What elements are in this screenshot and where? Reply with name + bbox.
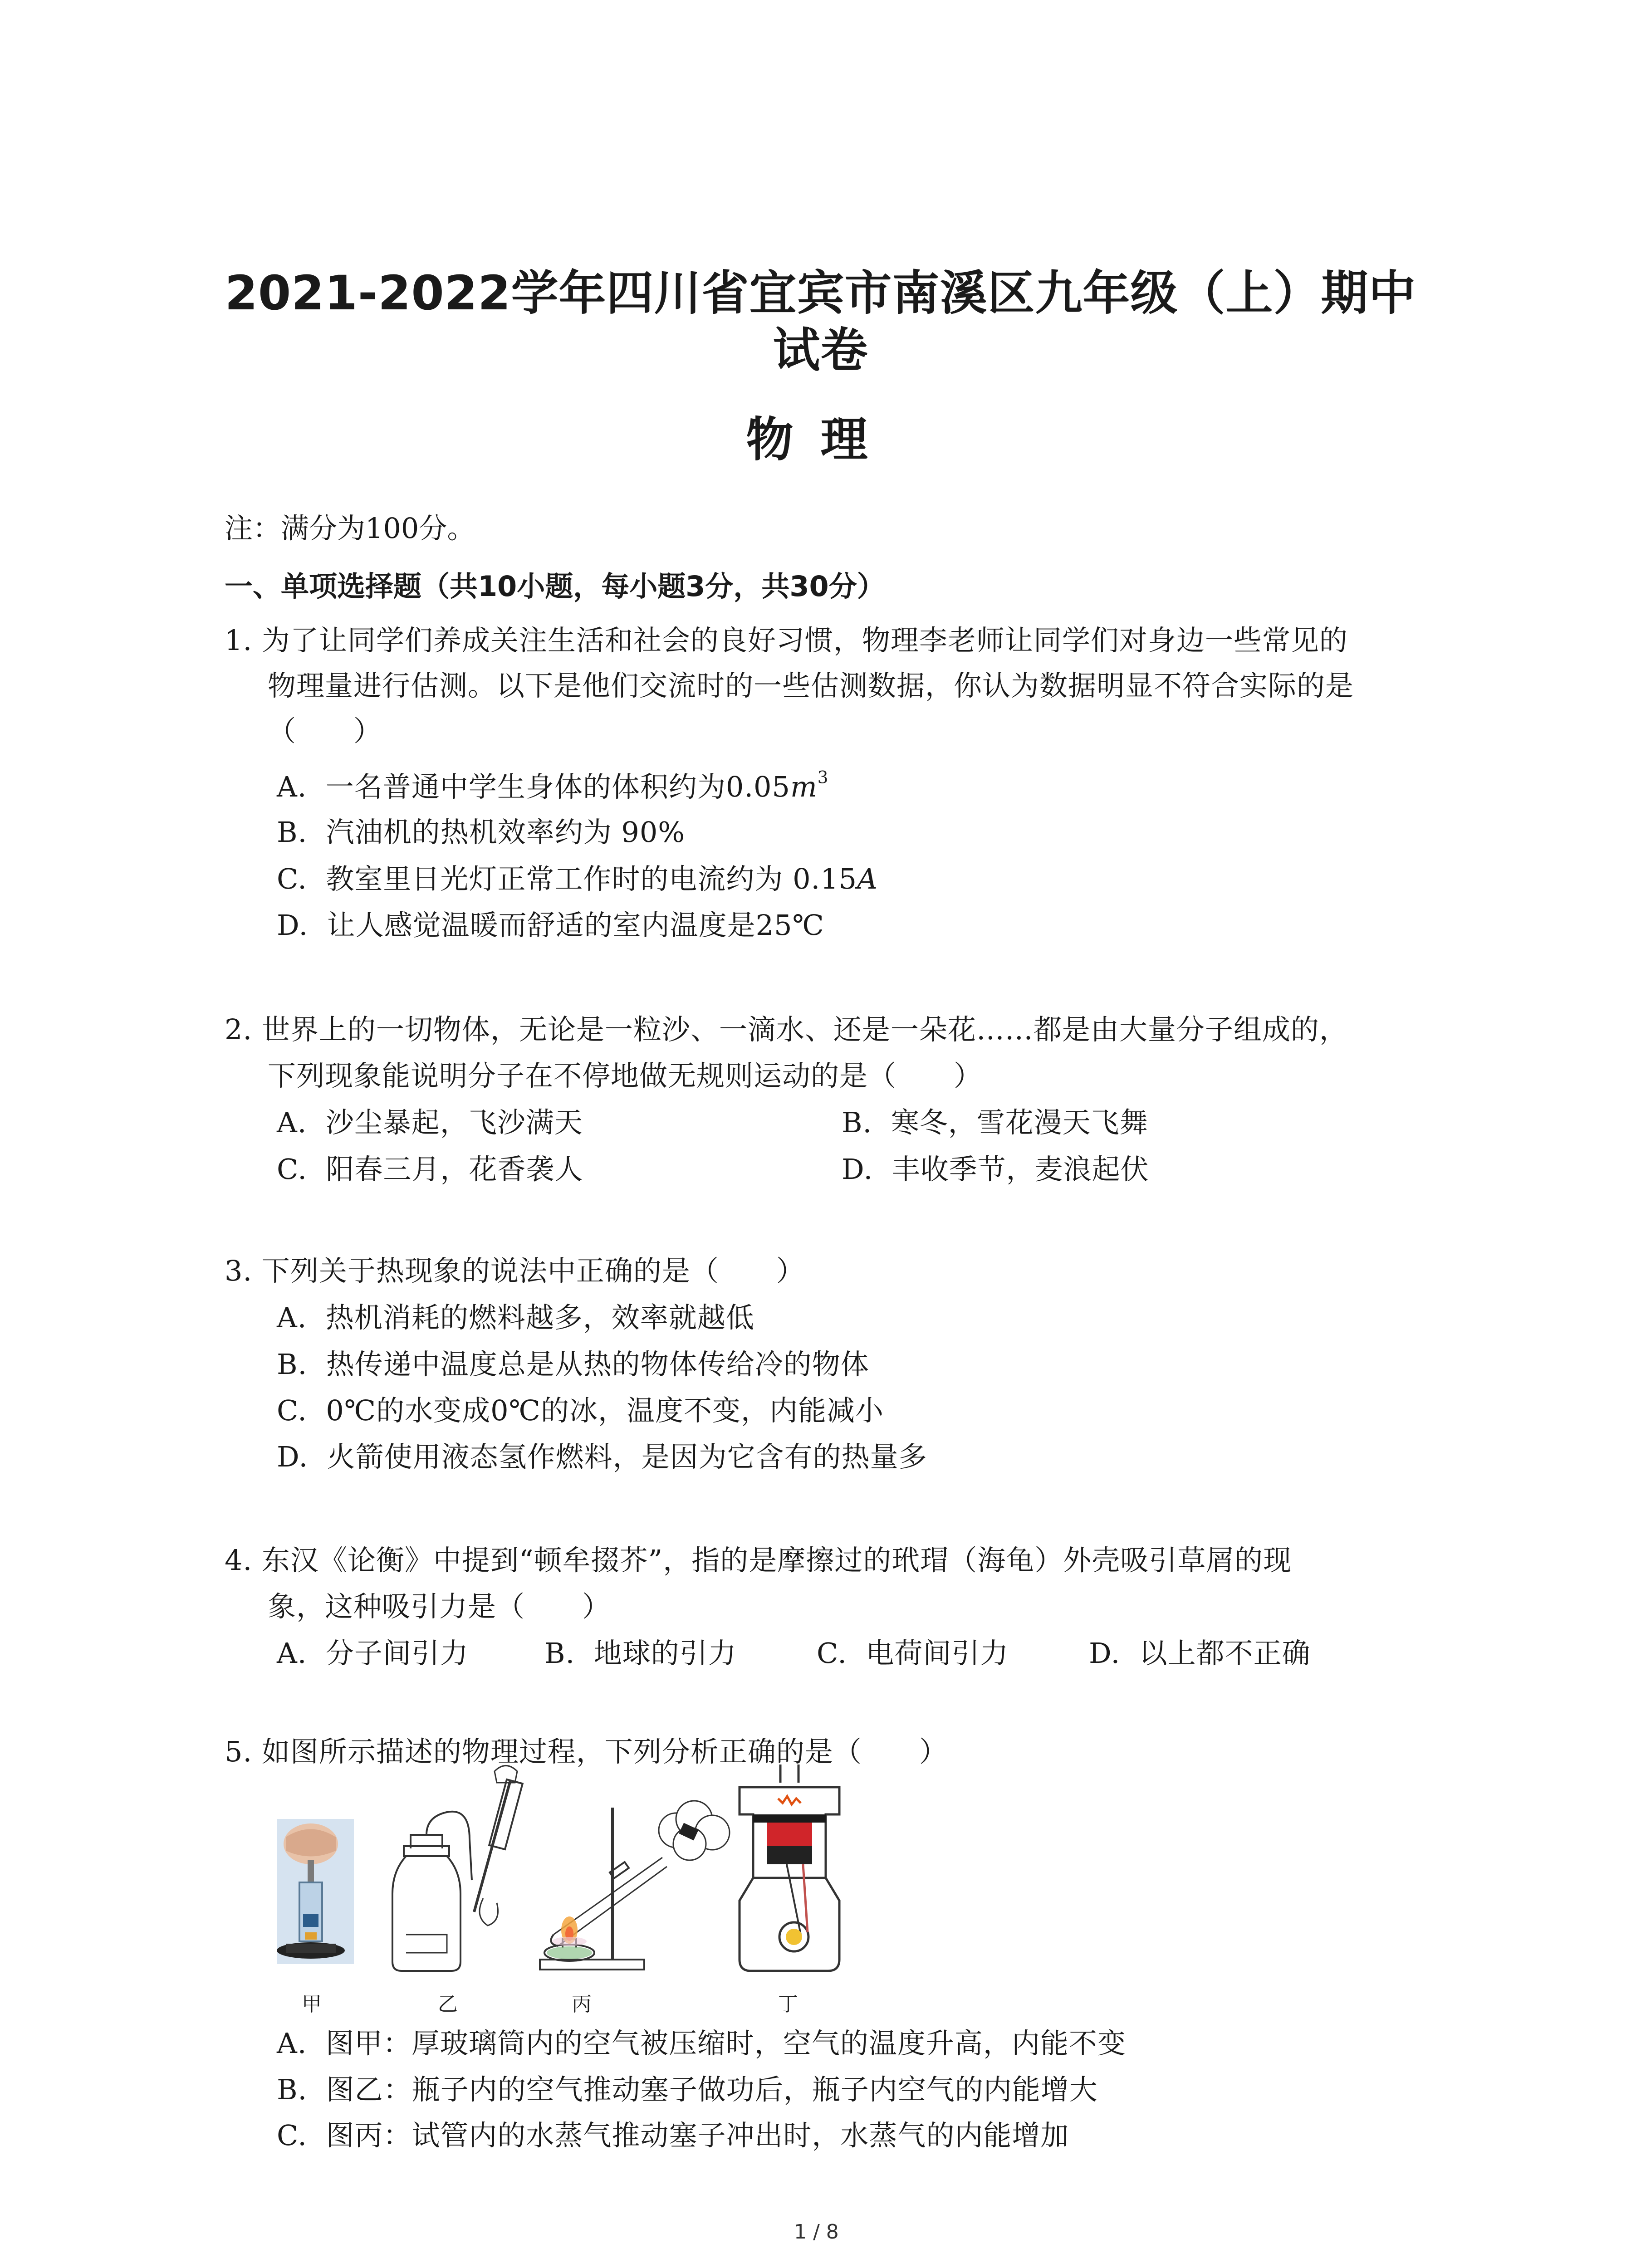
option-b[interactable] xyxy=(277,2067,1098,2107)
option-letter: B. xyxy=(277,816,308,849)
question-text-line: 3. 下列关于热现象的说法中正确的是（ ） xyxy=(225,1254,805,1287)
option-letter: D. xyxy=(1089,1637,1121,1670)
option-d[interactable] xyxy=(1089,1631,1311,1671)
question-text-line: 2. 世界上的一切物体，无论是一粒沙、一滴水、还是一朵花……都是由大量分子组成的， xyxy=(225,1013,1348,1046)
section-heading: 一、单项选择题（共10小题，每小题3分，共30分） xyxy=(225,570,885,603)
option-letter: D. xyxy=(277,909,309,942)
answer-bracket: （ ） xyxy=(268,714,382,748)
question-text-line: 1. 为了让同学们养成关注生活和社会的良好习惯，物理李老师让同学们对身边一些常见的 xyxy=(225,624,1348,657)
option-text: 阳春三月，花香袭人 xyxy=(326,1153,583,1186)
exam-title-line2: 试卷 xyxy=(773,323,868,378)
option-c[interactable] xyxy=(277,1388,884,1428)
unit-exponent: 3 xyxy=(817,767,829,787)
option-letter: C. xyxy=(277,2119,307,2152)
option-text: 汽油机的热机效率约为 90% xyxy=(326,816,686,849)
option-a[interactable] xyxy=(277,1631,469,1671)
unit-symbol: A xyxy=(857,862,878,895)
option-letter: B. xyxy=(277,2073,308,2106)
option-c[interactable] xyxy=(277,856,878,897)
option-letter: D. xyxy=(842,1153,873,1186)
option-letter: C. xyxy=(817,1637,847,1670)
option-text: 分子间引力 xyxy=(325,1637,469,1670)
figure-yi-bottle-pump xyxy=(379,1762,529,1975)
figure-label-ding: 丁 xyxy=(778,1993,798,2016)
option-letter: B. xyxy=(842,1106,872,1139)
subject-heading: 物理 xyxy=(746,412,895,467)
option-text: 图甲：厚玻璃筒内的空气被压缩时，空气的温度升高，内能不变 xyxy=(325,2027,1126,2060)
option-letter: C. xyxy=(277,1394,307,1427)
option-d[interactable] xyxy=(842,1147,1149,1187)
figure-label-jia: 甲 xyxy=(302,1993,322,2016)
option-letter: C. xyxy=(277,862,307,895)
exam-title-line1: 2021-2022学年四川省宜宾市南溪区九年级（上）期中 xyxy=(225,265,1416,321)
question-text-line: 5. 如图所示描述的物理过程，下列分析正确的是（ ） xyxy=(225,1735,948,1768)
option-letter: A. xyxy=(277,1301,307,1334)
option-text: 让人感觉温暖而舒适的室内温度是25℃ xyxy=(327,909,824,942)
figure-label-bing: 丙 xyxy=(572,1993,592,2016)
question-text-line: 下列现象能说明分子在不停地做无规则运动的是（ ） xyxy=(268,1059,983,1092)
option-text: 0℃的水变成0℃的冰，温度不变，内能减小 xyxy=(326,1394,884,1427)
figure-bing-test-tube-heating xyxy=(526,1799,735,1975)
option-a[interactable] xyxy=(277,1295,754,1335)
option-letter: A. xyxy=(277,1637,307,1670)
option-text: 教室里日光灯正常工作时的电流约为 0.15 xyxy=(326,862,857,895)
unit-symbol: m xyxy=(790,770,818,803)
option-b[interactable] xyxy=(544,1631,737,1671)
figure-ding-engine-cylinder xyxy=(735,1765,844,1973)
option-c[interactable] xyxy=(817,1631,1009,1671)
option-letter: B. xyxy=(544,1637,575,1670)
option-letter: D. xyxy=(277,1440,309,1473)
option-a[interactable] xyxy=(277,1100,583,1140)
option-text: 寒冬，雪花漫天飞舞 xyxy=(891,1106,1148,1139)
option-letter: C. xyxy=(277,1153,307,1186)
option-text: 热传递中温度总是从热的物体传给冷的物体 xyxy=(326,1348,869,1381)
option-text: 一名普通中学生身体的体积约为0.05 xyxy=(325,770,790,803)
option-b[interactable] xyxy=(277,810,685,850)
option-d[interactable] xyxy=(277,1434,927,1475)
figure-jia-compression-tube xyxy=(268,1819,363,1969)
option-letter: B. xyxy=(277,1348,308,1381)
question-text-line: 象，这种吸引力是（ ） xyxy=(268,1590,611,1623)
option-text: 沙尘暴起，飞沙满天 xyxy=(325,1106,583,1139)
option-b[interactable] xyxy=(842,1100,1148,1140)
option-a[interactable] xyxy=(277,764,828,805)
option-text: 地球的引力 xyxy=(593,1637,737,1670)
option-letter: A. xyxy=(277,2027,307,2060)
option-text: 丰收季节，麦浪起伏 xyxy=(892,1153,1149,1186)
option-b[interactable] xyxy=(277,1342,869,1382)
option-text: 热机消耗的燃料越多，效率就越低 xyxy=(325,1301,754,1334)
question-text-line: 4. 东汉《论衡》中提到“顿牟掇芥”，指的是摩擦过的玳瑁（海龟）外壳吸引草屑的现 xyxy=(225,1544,1292,1577)
option-text: 电荷间引力 xyxy=(866,1637,1009,1670)
option-text: 以上都不正确 xyxy=(1139,1637,1311,1670)
option-text: 图乙：瓶子内的空气推动塞子做功后，瓶子内空气的内能增大 xyxy=(326,2073,1098,2106)
option-letter: A. xyxy=(277,770,307,803)
option-a[interactable] xyxy=(277,2021,1126,2061)
option-d[interactable] xyxy=(277,903,824,943)
option-text: 火箭使用液态氢作燃料，是因为它含有的热量多 xyxy=(327,1440,927,1473)
page-number: 1 / 8 xyxy=(794,2220,839,2244)
question-text-line: 物理量进行估测。以下是他们交流时的一些估测数据，你认为数据明显不符合实际的是 xyxy=(268,669,1354,702)
option-text: 图丙：试管内的水蒸气推动塞子冲出时，水蒸气的内能增加 xyxy=(326,2119,1069,2152)
option-c[interactable] xyxy=(277,1147,583,1187)
option-letter: A. xyxy=(277,1106,307,1139)
figure-label-yi: 乙 xyxy=(438,1993,458,2016)
score-note: 注：满分为100分。 xyxy=(225,512,475,545)
option-c[interactable] xyxy=(277,2113,1069,2153)
